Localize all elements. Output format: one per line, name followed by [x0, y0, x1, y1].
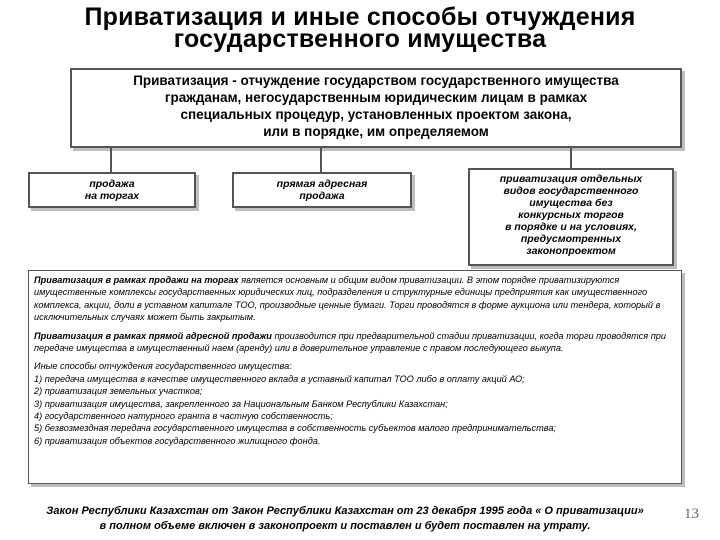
definition-line: специальных процедур, установленных проектом закона,	[180, 107, 572, 122]
method-line: в порядке и на условиях,	[505, 221, 637, 233]
definition-line: гражданам, негосударственным юридическим лицам в рамках	[164, 90, 588, 105]
paragraph-lead: Приватизация в рамках продажи на торгах	[34, 275, 239, 285]
page-title	[40, 3, 680, 53]
list-item: 2) приватизация земельных участков;	[34, 386, 203, 397]
paragraph-auction	[34, 274, 676, 324]
method-box-auction-sale	[28, 172, 196, 208]
definition-line: или в порядке, им определяемом	[263, 124, 489, 139]
paragraph-lead: Приватизация в рамках прямой адресной продажи	[34, 330, 272, 341]
method-line: продажа	[299, 190, 345, 202]
paragraph-direct-sale	[34, 330, 676, 355]
method-line: законопроектом	[526, 245, 616, 257]
footer-line-2: в полном объеме включен в законопроект и поставлен и будет поставлен на утрату.	[99, 520, 591, 532]
list-item: 4) государственного натурного гранта в частную собственность;	[34, 411, 333, 422]
connector-line-2	[320, 148, 322, 172]
footer-note	[20, 504, 670, 534]
paragraph-text: является основным и общим видом приватизации. В этом порядке приватизируются имущественные комплексы государственных юридических лиц, подразделения и структурные единицы предприятия как имущественного комплекса, акции, доли в уставном капитале ТОО, производные ценные бумаги. Торги проводятся в форме аукциона или тендера, который в исключительных случаях может быть закрытым.	[34, 275, 661, 323]
list-item: 6) приватизация объектов государственного жилищного фонда.	[34, 435, 321, 446]
method-line: видов государственного	[503, 185, 639, 197]
method-line: прямая адресная	[276, 178, 368, 190]
method-box-special-privatization	[468, 168, 674, 266]
other-methods-heading: Иные способы отчуждения государственного имущества:	[34, 361, 292, 372]
definition-box	[70, 68, 682, 148]
method-line: имущества без	[529, 197, 613, 209]
title-line-2: государственного имущества	[173, 25, 547, 53]
method-line: на торгах	[84, 190, 140, 202]
method-line: предусмотренных	[520, 233, 622, 245]
method-line: приватизация отдельных	[499, 173, 643, 185]
method-box-direct-sale	[232, 172, 412, 208]
connector-line-3	[570, 148, 572, 168]
list-item: 5) безвозмездная передача государственного имущества в собственность субъектов малого предпринимательства;	[34, 423, 556, 434]
footer-line-1: Закон Республики Казахстан от Закон Республики Казахстан от 23 декабря 1995 года « О приватизации»	[46, 505, 644, 517]
list-item: 3) приватизация имущества, закрепленного за Национальным Банком Республики Казахстан;	[34, 398, 448, 409]
method-line: продажа	[89, 178, 135, 190]
page-number: 13	[684, 506, 699, 522]
connector-line-1	[110, 148, 112, 172]
paragraph-text: производится при предварительной стадии приватизации, когда торги проводятся при передаче имущества в имущественный наем (аренду) или в доверительное управление с правом последующего выкупа.	[34, 330, 667, 354]
title-line-1: Приватизация и иные способы отчуждения	[84, 3, 636, 31]
definition-line: Приватизация - отчуждение государством государственного имущества	[133, 73, 619, 88]
list-item: 1) передача имущества в качестве имущественного вклада в уставный капитал ТОО либо в оплату акций АО;	[34, 373, 525, 384]
other-methods-list	[34, 360, 676, 447]
explanation-box	[28, 270, 682, 484]
method-line: конкурсных торгов	[518, 209, 624, 221]
